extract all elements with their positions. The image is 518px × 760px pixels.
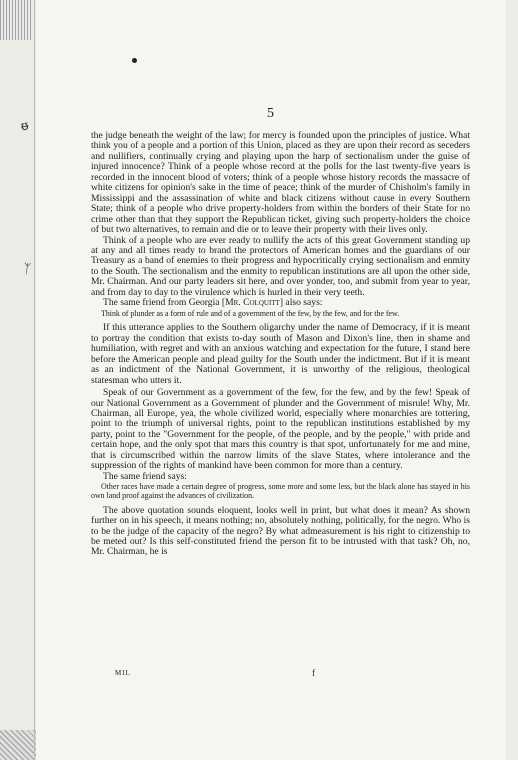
printer-signature: MIL — [115, 669, 131, 677]
paragraph: Think of a people who are ever ready to nullify the acts of this great Government standing up at any and all times ready to brand the protectors of American homes and the guardians of our Treasury as a band of enemies to their progress and hypocritically crying sectionalism and enmity to the South. The sectionalism and the enmity to republican institutions are all upon the other side, Mr. Chairman. And our party leaders sit here, and over yonder, too, and submit from year to year, and from day to day to the virulence which is hurled in their very teeth. — [91, 234, 470, 298]
margin-mark-middle: ᛉ — [21, 261, 32, 278]
block-quote: Think of plunder as a form of rule and of a government of the few, by the few, and for the few. — [101, 308, 400, 318]
block-quote: Other races have made a certain degree of progress, some more and some less, but the black alone has stayed in his own land proof against the advances of civilization. — [91, 482, 470, 500]
page-binding-edge — [34, 0, 35, 760]
paragraph: Speak of our Government as a government of the few, for the few, and by the few! Speak of our National Government as a Government of plunder and the Government of misrule! Why, Mr. Chairman, all Europe, yea, the whole civilized world, especially where monarchies are tottering, point to the triumph of universal rights, point to the republican institutions established by my party, point to the "Government for the people, of the people, and by the people," with pride and certain hope, and the only spot that mars this country is that spot, unfortunately for me and mine, that is circumscribed within the narrow limits of the slave States, where intolerance and the suppression of the rights of mankind have been common for more than a century. — [91, 387, 470, 472]
scan-artifact-top-left — [0, 0, 32, 40]
footer-mark: f — [312, 668, 315, 678]
document-body — [91, 131, 470, 558]
paragraph: The above quotation sounds eloquent, looks well in print, but what does it mean? As shown further on in his speech, it means nothing; no, absolutely nothing, politically, for the negro. Who is to be the judge of the capacity of the negro? By what admeasurement is his right to citizenship to be meted out? Is this self-constituted friend the person fit to be intrusted with that task? Oh, no, Mr. Chairman, he is — [91, 504, 470, 558]
quote-intro: The same friend says: — [103, 470, 187, 482]
ink-speck — [132, 58, 137, 63]
margin-mark-upper: ᵿ — [19, 118, 30, 135]
paragraph: If this utterance applies to the Southern oligarchy under the name of Democracy, if it is meant to portray the condition that exists to-day south of Mason and Dixon's line, then in shame and humiliation, with regret and with an anxious watching and expectation for the future, I stand here before the American people and plead guilty for the South under the indictment. But if it is meant as an indictment of the National Government, it is unworthy of the religious, theological statesman who utters it. — [91, 322, 470, 386]
page-number: 5 — [267, 106, 275, 121]
quote-intro: The same friend from Georgia [Mr. Colquitt] also says: — [103, 297, 323, 309]
paragraph: the judge beneath the weight of the law; for mercy is founded upon the principles of justice. What think you of a people and a portion of this Union, placed as they are upon their record as seceders and nullifiers, continually crying and playing upon the harp of sectionalism under the guise of injured innocence? Think of a people whose record at the polls for the last twenty-five years is recorded in the innocent blood of voters; think of a people whose history records the massacre of white citizens for opinion's sake in the time of peace; think of the murder of Chisholm's family in Mississippi and the assassination of white and black citizens without cause in every Southern State; think of a people who drive property-holders from within the borders of their State for no crime other than that they support the Republican ticket, giving such property-holders the choice of but two alternatives, to remain and die or to leave their property with their lives only. — [91, 130, 470, 236]
